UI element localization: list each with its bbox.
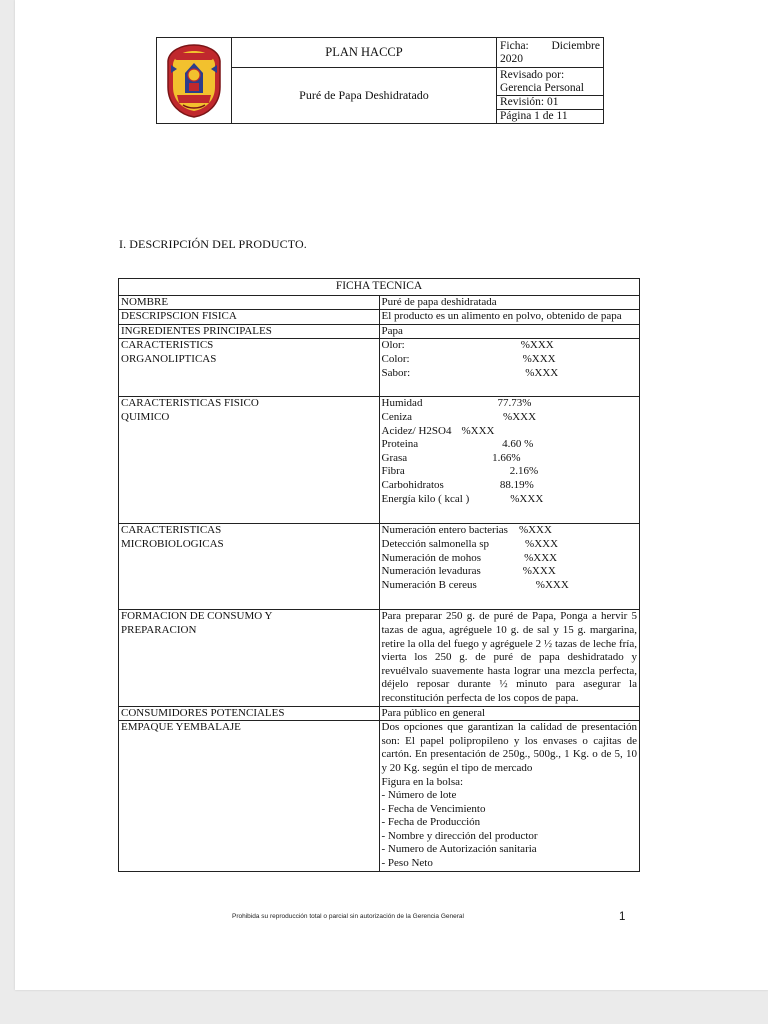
revision-cell: Revisión: 01 (497, 96, 604, 110)
header-table (156, 37, 604, 124)
fq-key: Energía kilo ( kcal ) (381, 492, 470, 505)
empaque-line: - Fecha de Producción (381, 816, 481, 829)
fisico-quimico-label (119, 397, 380, 524)
micro-key: Numeración B cereus (381, 578, 477, 591)
revisado-label: Revisado por: (500, 68, 565, 81)
micro-row (382, 579, 638, 593)
ficha-tecnica-table (118, 278, 640, 872)
descripcion-label: DESCRIPSCION FISICA (119, 310, 380, 325)
ficha-month: Diciembre (551, 39, 600, 52)
ingredientes-label: INGREDIENTES PRINCIPALES (119, 324, 380, 339)
empaque-lines (382, 776, 638, 871)
fq-key: Carbohidratos (381, 478, 444, 491)
formacion-label (119, 610, 380, 706)
pagina-cell: Página 1 de 11 (497, 110, 604, 124)
fisico-quimico-label-line2: QUIMICO (121, 410, 170, 423)
empaque-line: - Nombre y dirección del productor (381, 829, 538, 842)
empaque-line: Figura en la bolsa: (381, 775, 464, 788)
empaque-description: Dos opciones que garantizan la calidad de presentación son: El papel polipropileno y los envases o cajitas de cartón. En presentación de 250g., 500g., 1 Kg. o de 5, 10 y 20 Kg. según el tipo de mercado (381, 721, 637, 774)
ficha-year: 2020 (500, 52, 523, 65)
fq-row (382, 479, 638, 493)
empaque-label: EMPAQUE YEMBALAJE (119, 721, 380, 872)
revisado-cell (497, 68, 604, 96)
nombre-label: NOMBRE (119, 295, 380, 310)
fq-value: %XXX (503, 410, 537, 423)
micro-key: Detección salmonella sp (381, 537, 490, 550)
org-key: Sabor: (381, 366, 411, 379)
fq-value: %XXX (510, 492, 544, 505)
ingredientes-value: Papa (379, 324, 640, 339)
fq-key: Grasa (381, 451, 408, 464)
fq-value: 77.73% (497, 397, 532, 410)
microbiologicas-label-line1: CARACTERISTICAS (121, 524, 222, 537)
page-number: 1 (619, 911, 626, 923)
org-value: %XXX (522, 352, 556, 365)
microbiologicas-label (119, 524, 380, 610)
fq-key: Humidad (381, 397, 423, 410)
fq-row (382, 411, 638, 425)
micro-key: Numeración levaduras (381, 565, 481, 578)
nombre-value: Puré de papa deshidratada (379, 295, 640, 310)
ficha-heading: FICHA TECNICA (119, 279, 640, 296)
micro-value: %XXX (535, 578, 569, 591)
fisico-quimico-label-line1: CARACTERISTICAS FISICO (121, 397, 259, 410)
fisico-quimico-values (379, 397, 640, 524)
fq-value: 4.60 % (502, 438, 534, 451)
org-value: %XXX (520, 339, 554, 352)
micro-key: Numeración de mohos (381, 551, 482, 564)
fq-value: 88.19% (499, 478, 534, 491)
empaque-line: - Numero de Autorización sanitaria (381, 843, 537, 856)
formacion-label-line1: FORMACION DE CONSUMO Y (121, 610, 273, 623)
fq-value: 2.16% (509, 465, 539, 478)
microbiologicas-label-line2: MICROBIOLOGICAS (121, 537, 224, 550)
org-row (382, 367, 638, 381)
organolepticas-label (119, 339, 380, 397)
micro-row (382, 565, 638, 579)
formacion-value: Para preparar 250 g. de puré de Papa, Ponga a hervir 5 tazas de agua, agréguele 10 g. de sal y 15 g. margarina, retire la olla del fuego y agréguele 2 ½ tazas de leche fría, vierta los 250 g. de puré de papa deshidratado y revuélvalo suavemente hasta lograr una mezcla perfecta, déjelo reposar durante ½ minuto para asegurar la reconstitución perfecta de los copos de papa. (379, 610, 640, 706)
fq-key: Proteina (381, 438, 419, 451)
micro-row (382, 552, 638, 566)
org-key: Olor: (381, 339, 405, 352)
empaque-line: - Peso Neto (381, 857, 433, 870)
micro-value: %XXX (525, 537, 559, 550)
footer-notice: Prohibida su reproducción total o parcial sin autorización de la Gerencia General (232, 913, 464, 920)
micro-row (382, 524, 638, 538)
fq-key: Ceniza (381, 410, 413, 423)
fq-row (382, 452, 638, 466)
organolepticas-values (379, 339, 640, 397)
microbiologicas-values (379, 524, 640, 610)
fq-value: 1.66% (492, 451, 521, 464)
fq-key: Acidez/ H2SO4 (381, 424, 452, 437)
fq-row (382, 465, 638, 479)
micro-row (382, 538, 638, 552)
organolepticas-label-line1: CARACTERISTICS (121, 339, 214, 352)
organolepticas-label-line2: ORGANOLIPTICAS (121, 352, 217, 365)
micro-value: %XXX (524, 551, 558, 564)
section-title: I. DESCRIPCIÓN DEL PRODUCTO. (119, 237, 307, 251)
plan-title: PLAN HACCP (232, 38, 497, 68)
org-key: Color: (381, 352, 410, 365)
descripcion-value: El producto es un alimento en polvo, obtenido de papa (379, 310, 640, 325)
empaque-line: - Número de lote (381, 789, 457, 802)
fq-row (382, 493, 638, 507)
plan-subtitle: Puré de Papa Deshidratado (232, 68, 497, 124)
consumidores-value: Para público en general (379, 706, 640, 721)
ficha-date-cell (497, 38, 604, 68)
micro-value: %XXX (522, 565, 556, 578)
org-row (382, 353, 638, 367)
fq-value: %XXX (461, 424, 495, 437)
fq-row (382, 438, 638, 452)
document-page (15, 0, 768, 990)
empaque-line: - Fecha de Vencimiento (381, 802, 486, 815)
consumidores-label: CONSUMIDORES POTENCIALES (119, 706, 380, 721)
org-value: %XXX (525, 366, 559, 379)
fq-key: Fibra (381, 465, 405, 478)
org-row (382, 339, 638, 353)
logo-cell (157, 38, 232, 124)
micro-value: %XXX (518, 524, 552, 537)
micro-key: Numeración entero bacterias (381, 524, 508, 537)
ficha-label: Ficha: (500, 39, 529, 52)
fq-row (382, 397, 638, 411)
fq-row (382, 425, 638, 439)
revisado-value: Gerencia Personal (500, 81, 584, 94)
formacion-label-line2: PREPARACION (121, 623, 197, 636)
university-crest-logo (165, 43, 223, 119)
empaque-value (379, 721, 640, 872)
